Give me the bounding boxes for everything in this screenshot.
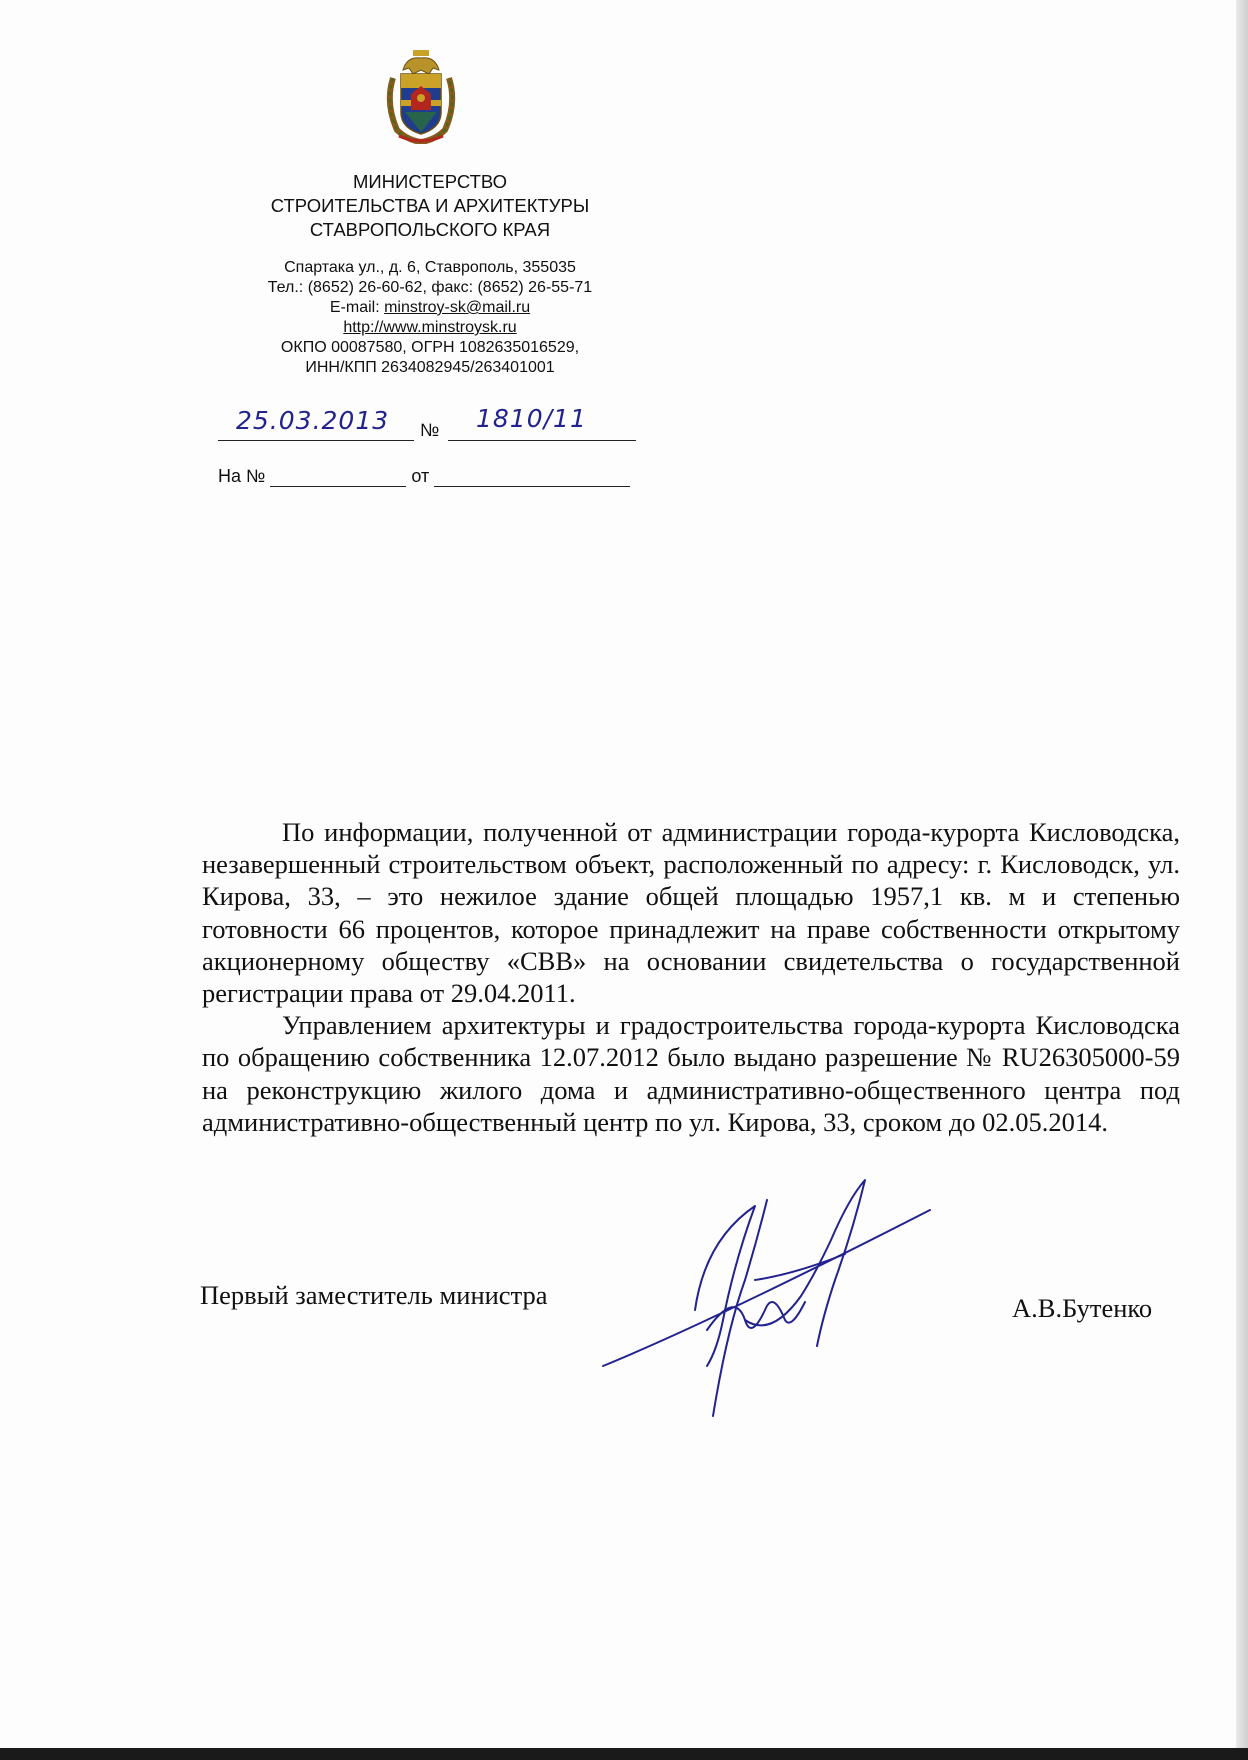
page-edge-shadow xyxy=(1236,0,1248,1760)
contact-info xyxy=(200,258,660,378)
ref-number-label: На № xyxy=(218,466,266,486)
ministry-line-2: СТРОИТЕЛЬСТВА И АРХИТЕКТУРЫ xyxy=(270,195,590,216)
reference-row xyxy=(218,466,630,487)
letter-body xyxy=(202,816,1180,1138)
scan-bottom-edge xyxy=(0,1748,1248,1760)
inn-kpp: ИНН/КПП 2634082945/263401001 xyxy=(305,359,555,376)
body-paragraph-2: Управлением архитектуры и градостроительства города-курорта Кисловодска по обращению собственника 12.07.2012 было выдано разрешение № RU26305000-59 на реконструкцию жилого дома и административно-общественного центра под административно-общественный центр по ул. Кирова, 33, сроком до 02.05.2014. xyxy=(202,1010,1180,1137)
address: Спартака ул., д. 6, Ставрополь, 355035 xyxy=(284,259,576,276)
signatory-title: Первый заместитель министра xyxy=(200,1280,548,1310)
number-label: № xyxy=(420,420,440,440)
coat-of-arms-emblem xyxy=(383,48,459,144)
body-paragraph-1: По информации, полученной от администрации города-курорта Кисловодска, незавершенный строительством объект, расположенный по адресу: г. Кисловодск, ул. Кирова, 33, – это нежилое здание общей площадью 1957,1 кв. м и степенью готовности 66 процентов, которое принадлежит на праве собственности открытому акционерному обществу «СВВ» на основании свидетельства о государственной регистрации права от 29.04.2011. xyxy=(202,817,1180,1009)
email-label: E-mail: xyxy=(329,299,385,316)
handwritten-signature xyxy=(595,1170,945,1430)
ref-number-blank xyxy=(270,468,406,487)
email-line xyxy=(200,298,660,318)
handwritten-number: 1810/11 xyxy=(476,404,587,433)
ministry-line-1: МИНИСТЕРСТВО xyxy=(352,171,508,192)
email-link[interactable]: minstroy-sk@mail.ru xyxy=(384,299,531,316)
phone-fax: Тел.: (8652) 26-60-62, факс: (8652) 26-55-71 xyxy=(267,279,593,296)
okpo-ogrn: ОКПО 00087580, ОГРН 1082635016529, xyxy=(280,339,580,356)
ministry-name xyxy=(200,170,660,242)
letterhead xyxy=(200,170,660,378)
registration-block xyxy=(218,404,638,450)
signatory-name: А.В.Бутенко xyxy=(1012,1293,1153,1323)
website-link[interactable]: http://www.minstroysk.ru xyxy=(343,319,517,336)
handwritten-date: 25.03.2013 xyxy=(236,406,390,435)
ref-date-blank xyxy=(434,468,630,487)
ministry-line-3: СТАВРОПОЛЬСКОГО КРАЯ xyxy=(309,219,551,240)
ref-from-label: от xyxy=(411,466,430,486)
